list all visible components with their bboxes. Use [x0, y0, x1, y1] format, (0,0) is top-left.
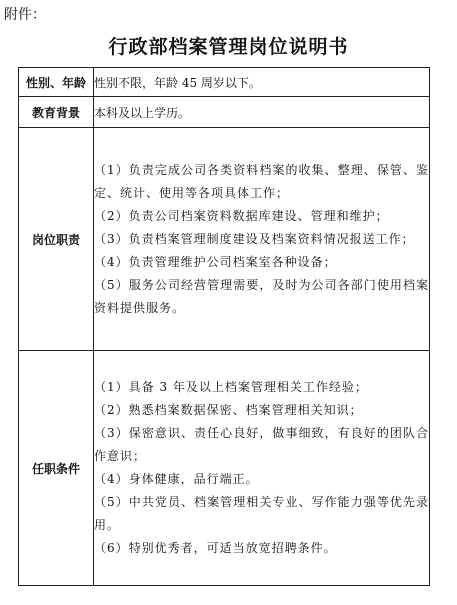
duty-item: （2）负责公司档案资料数据库建设、管理和维护；: [94, 208, 389, 223]
duty-item: （3）负责档案管理制度建设及档案资料情况报送工作；: [94, 231, 415, 246]
requirement-item: （1）具备 3 年及以上档案管理相关工作经验；: [94, 380, 368, 394]
requirements-label: 任职条件: [19, 351, 94, 586]
requirement-item: （2）熟悉档案数据保密、档案管理相关知识；: [94, 403, 363, 417]
duties-value: [94, 128, 430, 351]
education-value: 本科及以上学历。: [94, 97, 430, 128]
duty-item: （5）服务公司经营管理需要，及时为公司各部门使用档案资料提供服务。: [94, 277, 429, 315]
education-label: 教育背景: [19, 97, 94, 128]
requirement-item: （6）特别优秀者，可适当放宽招聘条件。: [94, 541, 337, 555]
requirements-value: [94, 351, 430, 586]
gender-age-label: 性别、年龄: [19, 68, 94, 97]
row-gender-age: [19, 68, 430, 97]
row-education: [19, 97, 430, 128]
requirement-item: （3）保密意识、责任心良好，做事细致，有良好的团队合作意识；: [94, 426, 429, 463]
attachment-label: 附件：: [4, 7, 46, 23]
duties-label: 岗位职责: [19, 128, 94, 351]
duty-item: （1）负责完成公司各类资料档案的收集、整理、保管、鉴定、统计、使用等各项具体工作；: [94, 162, 429, 200]
document-title: 行政部档案管理岗位说明书: [108, 36, 349, 58]
duty-item: （4）负责管理维护公司档案室各种设备；: [94, 254, 337, 269]
requirement-item: （4）身体健康，品行端正。: [94, 472, 259, 486]
job-description-table: [18, 67, 430, 586]
row-requirements: [19, 351, 430, 586]
gender-age-value: 性别不限，年龄 45 周岁以下。: [94, 68, 430, 97]
row-duties: [19, 128, 430, 351]
requirement-item: （5）中共党员、档案管理相关专业、写作能力强等优先录用。: [94, 495, 429, 532]
